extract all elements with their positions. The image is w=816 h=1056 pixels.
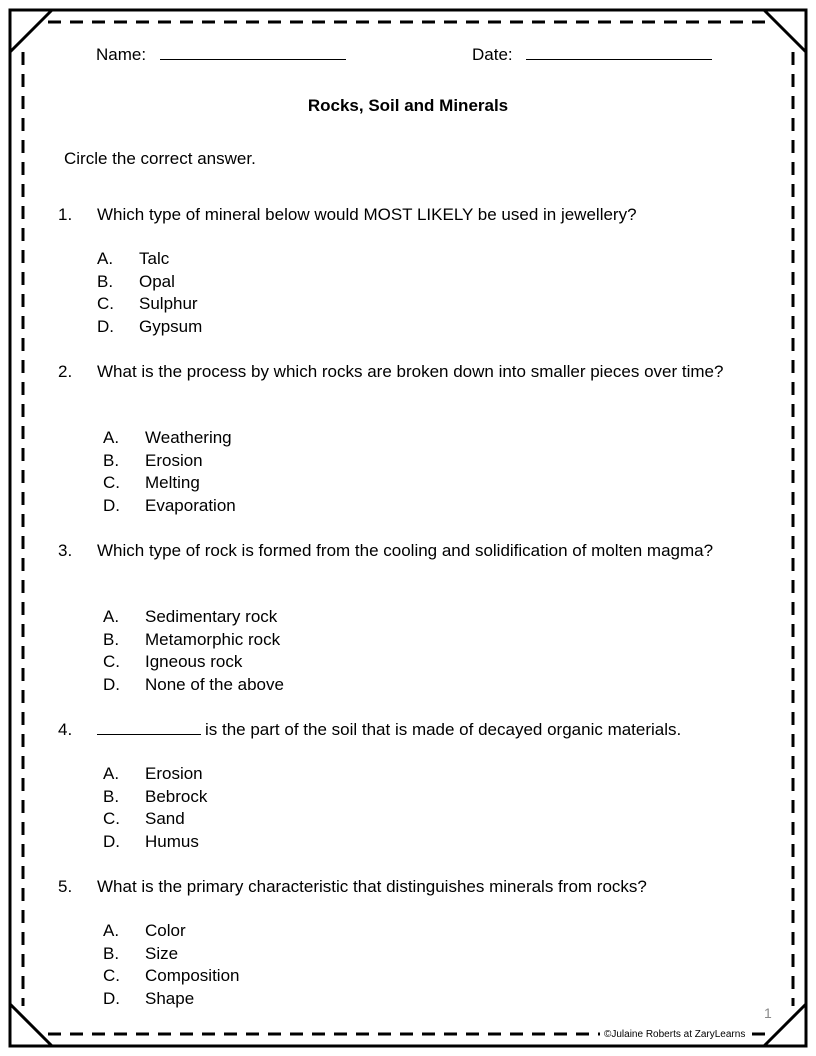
answer-option[interactable]: C. Melting: [103, 473, 200, 492]
question-text: is the part of the soil that is made of decayed organic materials.: [205, 720, 682, 739]
name-label: Name:: [96, 45, 147, 64]
date-write-line[interactable]: [526, 42, 712, 60]
answer-option[interactable]: D. Humus: [103, 831, 199, 851]
copyright-notice: ©Julaine Roberts at ZaryLearns: [600, 1029, 749, 1040]
question-number: 5.: [58, 877, 73, 896]
answer-option[interactable]: C. Sand: [103, 809, 185, 828]
answer-option[interactable]: C. Igneous rock: [103, 652, 243, 671]
name-field: [96, 42, 346, 65]
instructions: Circle the correct answer.: [64, 149, 256, 168]
page-number: 1: [764, 1005, 772, 1021]
option-list: [97, 248, 202, 338]
question-text: What is the process by which rocks are broken down into smaller pieces over time?: [97, 362, 724, 381]
answer-option[interactable]: B. Bebrock: [103, 786, 208, 806]
answer-option[interactable]: A. Erosion: [103, 764, 203, 783]
worksheet-title: Rocks, Soil and Minerals: [307, 96, 509, 115]
answer-option[interactable]: B. Size: [103, 943, 179, 963]
question-text: What is the primary characteristic that distinguishes minerals from rocks?: [97, 877, 647, 896]
answer-option[interactable]: D. None of the above: [103, 674, 284, 694]
option-list: [103, 427, 236, 517]
answer-option[interactable]: A. Sedimentary rock: [103, 607, 278, 626]
answer-option[interactable]: C. Composition: [103, 966, 240, 985]
answer-option[interactable]: A. Talc: [97, 249, 170, 268]
option-list: [103, 763, 207, 853]
answer-option[interactable]: D. Shape: [103, 988, 195, 1008]
answer-option[interactable]: A. Weathering: [103, 428, 232, 447]
question-number: 2.: [58, 362, 73, 381]
date-label: Date:: [472, 45, 513, 64]
answer-option[interactable]: B. Erosion: [103, 450, 203, 470]
answer-option[interactable]: B. Opal: [97, 271, 175, 291]
answer-option[interactable]: D. Gypsum: [97, 316, 203, 336]
question-text: Which type of mineral below would MOST LIKELY be used in jewellery?: [97, 205, 637, 224]
answer-option[interactable]: B. Metamorphic rock: [103, 629, 281, 649]
question-number: 3.: [58, 541, 73, 560]
question-text: Which type of rock is formed from the cooling and solidification of molten magma?: [97, 541, 714, 560]
answer-option[interactable]: D. Evaporation: [103, 495, 236, 515]
option-list: [103, 920, 240, 1010]
date-field: [472, 42, 712, 65]
question-number: 4.: [58, 720, 73, 739]
option-list: [103, 606, 284, 696]
fill-in-blank[interactable]: [97, 719, 201, 735]
answer-option[interactable]: C. Sulphur: [97, 294, 198, 313]
answer-option[interactable]: A. Color: [103, 921, 186, 940]
name-write-line[interactable]: [160, 42, 346, 60]
question-number: 1.: [58, 205, 73, 224]
